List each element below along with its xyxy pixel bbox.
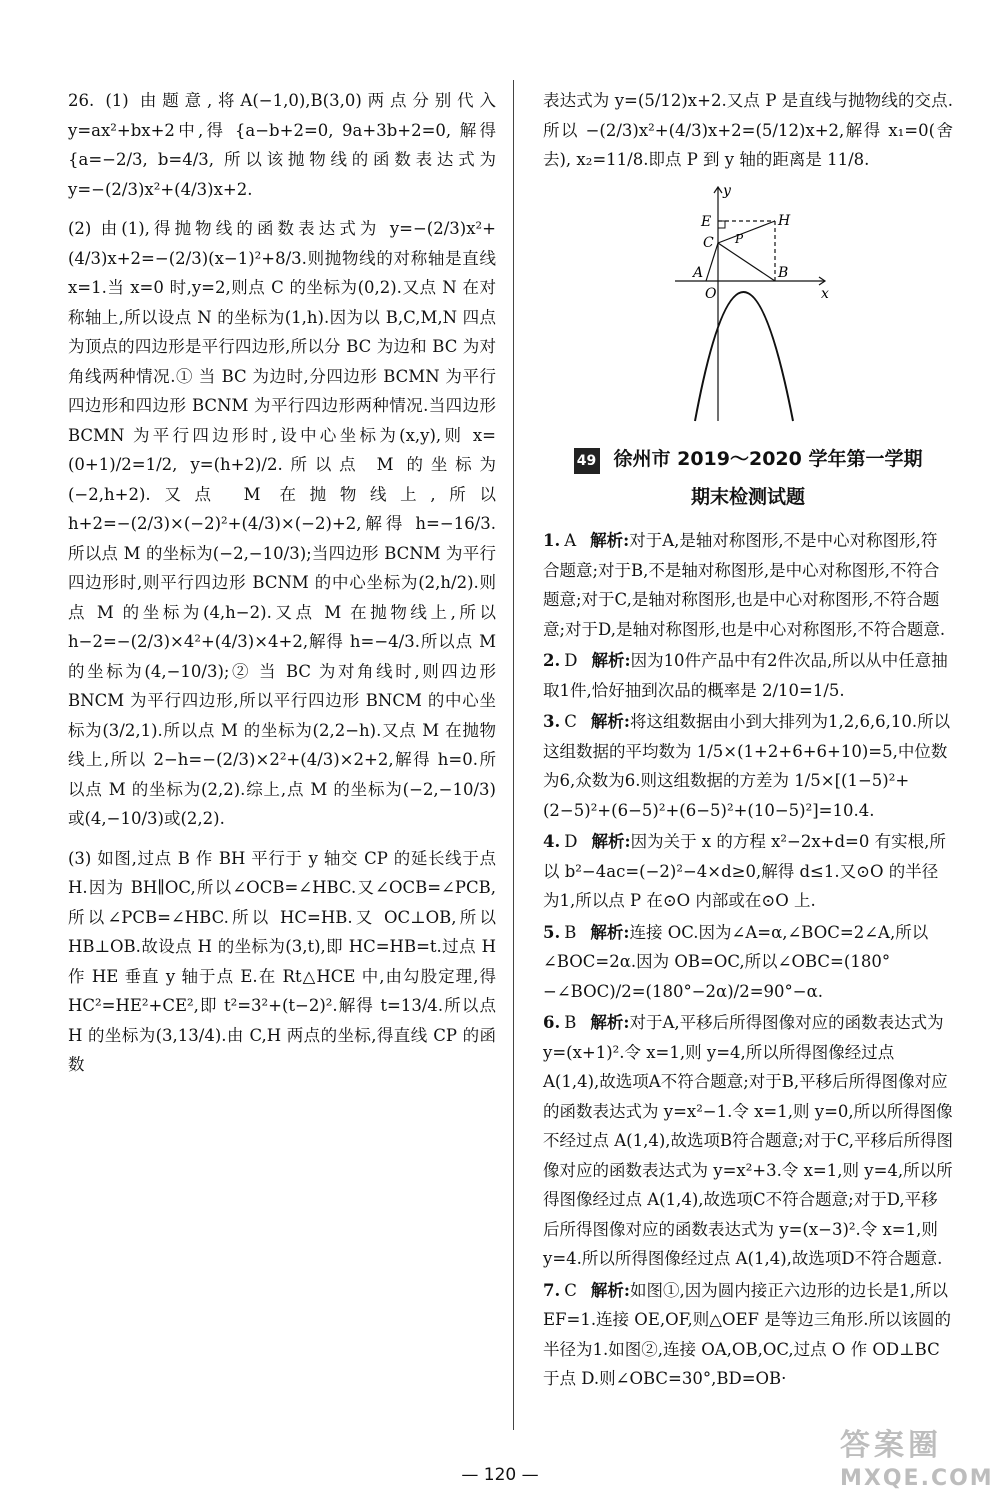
analysis-label: 解析: xyxy=(590,1280,630,1300)
label-b: B xyxy=(778,264,789,281)
analysis-text: 因为10件产品中有2件次品,所以从中任意抽取1件,恰好抽到次品的概率是 2/10=1/5. xyxy=(543,651,948,700)
analysis-text: 连接 OC.因为∠A=α,∠BOC=2∠A,所以∠BOC=2α.因为 OB=OC,所以∠OBC=(180°−∠BOC)/2=(180°−2α)/2=90°−α. xyxy=(543,922,929,1001)
parabola-graph-svg xyxy=(665,181,835,426)
watermark-domain: MXQE.COM xyxy=(840,1466,994,1491)
answer-choice: B xyxy=(564,1013,577,1032)
answer-item xyxy=(543,918,953,1007)
analysis-label: 解析: xyxy=(590,531,630,550)
analysis-label: 解析: xyxy=(591,651,631,670)
answer-item xyxy=(543,1008,953,1274)
analysis-text: 对于A,平移后所得图像对应的函数表达式为 y=(x+1)².令 x=1,则 y=4,所以所得图像经过点 A(1,4),故选项A不符合题意;对于B,平移后所得图像对应的函数表达式为 y=x²−1.令 x=1,则 y=0,所以所得图像不经过点 A(1,4),故选项B符合题意;对于C,平移后所得图像对应的函数表达式为 y=x²+3.令 x=1,则 y=4,所以所得图像经过点 A(1,4),故选项C不符合题意;对于D,平移后所得图像对应的函数表达式为 y=(x−3)².令 x=1,则 y=4.所以所得图像经过点 A(1,4),故选项D不符合题意. xyxy=(543,1013,953,1268)
answer-item xyxy=(543,1276,953,1394)
label-y: y xyxy=(723,182,731,199)
answer-number: 6. xyxy=(543,1013,561,1032)
analysis-text: 将这组数据由小到大排列为1,2,6,6,10.所以这组数据的平均数为 1/5×(1+2+6+6+10)=5,中位数为6,众数为6.则这组数据的方差为 1/5×[(1−5)²+(2−5)²+(6−5)²+(6−5)²+(10−5)²]=10.4. xyxy=(543,712,951,820)
answer-number: 4. xyxy=(543,832,561,851)
left-column xyxy=(68,86,496,1080)
section-title-line-2: 期末检测试题 xyxy=(690,485,805,508)
right-angle-mark xyxy=(718,221,725,228)
analysis-label: 解析: xyxy=(591,832,631,851)
answer-item xyxy=(543,827,953,916)
answer-choice: C xyxy=(564,1280,577,1300)
line-cb xyxy=(718,243,775,281)
label-o: O xyxy=(705,285,717,302)
answer-number: 7. xyxy=(543,1280,561,1300)
answer-choice: D xyxy=(564,651,578,670)
parabola-graph xyxy=(665,181,835,436)
answer-number: 5. xyxy=(543,922,561,942)
answer-item xyxy=(543,707,953,825)
analysis-text: 如图①,因为圆内接正六边形的边长是1,所以 EF=1.连接 OE,OF,则△OEF 是等边三角形.所以该圆的半径为1.如图②,连接 OA,OB,OC,过点 O 作 OD⊥BC 于点 D.则∠OBC=30°,BD=OB· xyxy=(543,1280,951,1388)
answer-number: 3. xyxy=(543,712,561,731)
answer-item xyxy=(543,646,953,705)
page-number: — 120 — xyxy=(461,1465,539,1485)
analysis-label: 解析: xyxy=(590,712,630,731)
right-column xyxy=(543,86,953,1396)
label-x: x xyxy=(821,285,829,302)
line-cp xyxy=(718,221,775,243)
column-divider xyxy=(513,80,514,1430)
answer-choice: C xyxy=(564,712,577,731)
problem-26-part-1: 26. (1) 由题意,将A(−1,0),B(3,0)两点分别代入y=ax²+bx+2中,得 {a−b+2=0, 9a+3b+2=0, 解得 {a=−2/3, b=4/3, 所以该抛物线的函数表达式为 y=−(2/3)x²+(4/3)x+2. xyxy=(68,91,496,199)
watermark xyxy=(840,1420,994,1491)
label-e: E xyxy=(701,213,712,230)
problem-26-part-2: (2) 由(1),得抛物线的函数表达式为 y=−(2/3)x²+(4/3)x+2=−(2/3)(x−1)²+8/3.则抛物线的对称轴是直线 x=1.当 x=0 时,y=2,则点 C 的坐标为(0,2).又点 N 在对称轴上,所以设点 N 的坐标为(1,h).因为以 B,C,M,N 四点为顶点的四边形是平行四边形,所以分 BC 为边和 BC 为对角线两种情况.① 当 BC 为边时,分四边形 BCMN 为平行四边形和四边形 BCNM 为平行四边形两种情况.当四边形 BCMN 为平行四边形时,设中心坐标为(x,y),则 x=(0+1)/2=1/2, y=(h+2)/2.所以点 M 的坐标为(−2,h+2).又点 M 在抛物线上,所以 h+2=−(2/3)×(−2)²+(4/3)×(−2)+2,解得 h=−16/3.所以点 M 的坐标为(−2,−10/3);当四边形 BCNM 为平行四边形时,则平行四边形 BCNM 的中心坐标为(2,h/2).则点 M 的坐标为(4,h−2).又点 M 在抛物线上,所以 h−2=−(2/3)×4²+(4/3)×4+2,解得 h=−4/3.所以点 M 的坐标为(4,−10/3);② 当 BC 为对角线时,则四边形 BNCM 为平行四边形,所以平行四边形 BNCM 的中心坐标为(3/2,1).所以点 M 的坐标为(2,2−h).又点 M 在抛物线上,所以 2−h=−(2/3)×2²+(4/3)×2+2,解得 h=0.所以点 M 的坐标为(2,2).综上,点 M 的坐标为(−2,−10/3)或(4,−10/3)或(2,2). xyxy=(68,219,496,828)
analysis-label: 解析: xyxy=(590,922,630,942)
answer-number: 1. xyxy=(543,531,561,550)
section-heading xyxy=(543,445,953,512)
label-h: H xyxy=(778,212,791,229)
parabola-curve xyxy=(695,292,793,421)
analysis-text: 对于A,是轴对称图形,不是中心对称图形,符合题意;对于B,不是轴对称图形,是中心对称图形,不符合题意;对于C,是轴对称图形,也是中心对称图形,不符合题意;对于D,是轴对称图形,也是中心对称图形,不符合题意. xyxy=(543,531,946,639)
answer-choice: B xyxy=(564,922,577,942)
problem-26-continuation: 表达式为 y=(5/12)x+2.又点 P 是直线与抛物线的交点.所以 −(2/3)x²+(4/3)x+2=(5/12)x+2,解得 x₁=0(舍去), x₂=11/8.即点 P 到 y 轴的距离是 11/8. xyxy=(543,91,953,169)
problem-26-part-3: (3) 如图,过点 B 作 BH 平行于 y 轴交 CP 的延长线于点 H.因为 BH∥OC,所以∠OCB=∠HBC.又∠OCB=∠PCB,所以∠PCB=∠HBC.所以 HC=HB.又 OC⊥OB,所以 HB⊥OB.故设点 H 的坐标为(3,t),即 HC=HB=t.过点 H 作 HE 垂直 y 轴于点 E.在 Rt△HCE 中,由勾股定理,得 HC²=HE²+CE²,即 t²=3²+(t−2)².解得 t=13/4.所以点 H 的坐标为(3,13/4).由 C,H 两点的坐标,得直线 CP 的函数 xyxy=(68,848,496,1074)
section-title-line-1: 徐州市 2019～2020 学年第一学期 xyxy=(613,448,923,470)
label-p: P xyxy=(735,231,744,246)
analysis-text: 因为关于 x 的方程 x²−2x+d=0 有实根,所以 b²−4ac=(−2)²−4×d≥0,解得 d≤1.又⊙O 的半径为1,所以点 P 在⊙O 内部或在⊙O 上. xyxy=(543,832,946,910)
answer-number: 2. xyxy=(543,651,561,670)
answer-item xyxy=(543,526,953,644)
analysis-label: 解析: xyxy=(590,1013,630,1032)
answer-choice: A xyxy=(564,531,577,550)
watermark-text: 答案圈 xyxy=(840,1428,942,1463)
answer-choice: D xyxy=(564,832,578,851)
section-number-badge: 49 xyxy=(574,448,600,474)
label-a: A xyxy=(693,264,704,281)
label-c: C xyxy=(703,234,714,251)
